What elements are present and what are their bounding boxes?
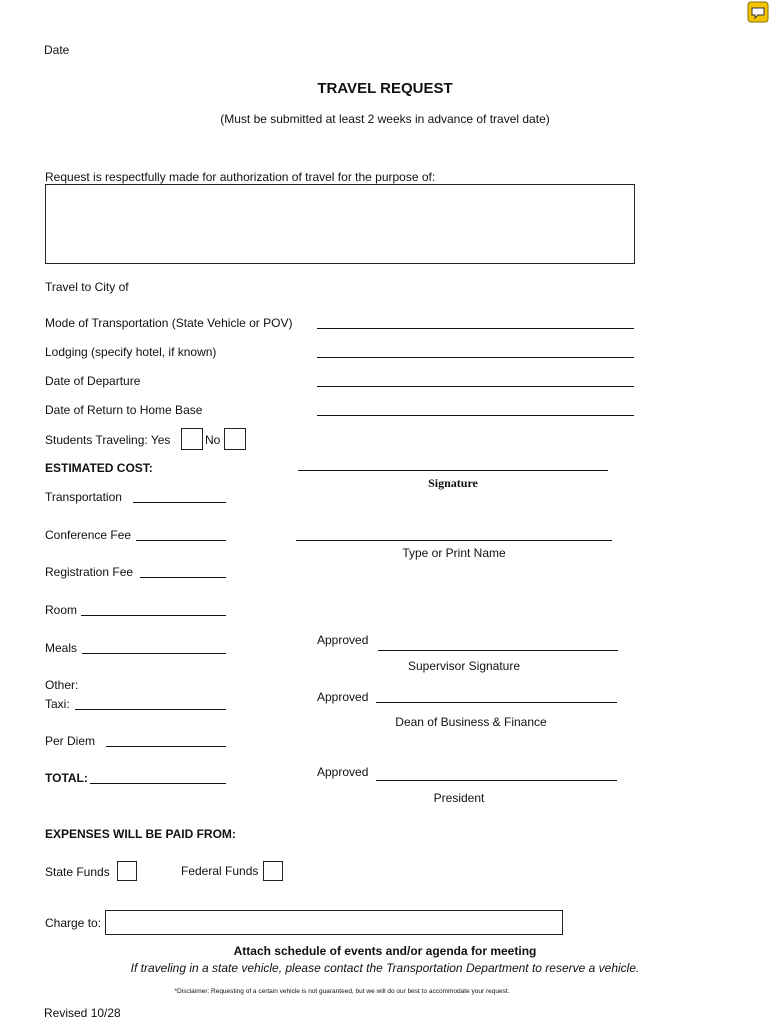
meals-cost-field[interactable] <box>82 653 226 654</box>
transport-mode-field[interactable] <box>317 328 634 329</box>
return-label: Date of Return to Home Base <box>45 403 203 417</box>
registration-fee-field[interactable] <box>140 577 226 578</box>
page-subtitle: (Must be submitted at least 2 weeks in advance of travel date) <box>220 112 550 126</box>
return-field[interactable] <box>317 415 634 416</box>
disclaimer: *Disclaimer: Requesting of a certain vehicle is not guaranteed, but we will do our best to accommodate your request. <box>174 988 510 995</box>
dean-signature-label: Dean of Business & Finance <box>395 715 547 729</box>
revised-label: Revised 10/28 <box>44 1006 121 1020</box>
dean-signature-field[interactable] <box>376 702 617 703</box>
state-funds-label: State Funds <box>45 865 110 879</box>
students-yes-checkbox[interactable] <box>181 428 203 450</box>
vehicle-note: If traveling in a state vehicle, please contact the Transportation Department to reserve a vehicle. <box>130 961 640 975</box>
signature-field[interactable] <box>298 470 608 471</box>
purpose-label: Request is respectfully made for authorization of travel for the purpose of: <box>45 170 436 184</box>
total-cost-field[interactable] <box>90 783 226 784</box>
lodging-label: Lodging (specify hotel, if known) <box>45 345 217 359</box>
taxi-cost-label: Taxi: <box>45 697 70 711</box>
print-name-field[interactable] <box>296 540 612 541</box>
transportation-cost-field[interactable] <box>133 502 226 503</box>
supervisor-approved-label: Approved <box>317 633 369 647</box>
supervisor-signature-label: Supervisor Signature <box>407 659 521 673</box>
dean-approved-label: Approved <box>317 690 369 704</box>
state-funds-checkbox[interactable] <box>117 861 137 881</box>
charge-to-label: Charge to: <box>45 916 102 930</box>
students-yes-label: Students Traveling: Yes <box>45 433 171 447</box>
students-no-checkbox[interactable] <box>224 428 246 450</box>
estimated-cost-heading: ESTIMATED COST: <box>45 461 153 475</box>
conference-fee-label: Conference Fee <box>45 528 132 542</box>
per-diem-field[interactable] <box>106 746 226 747</box>
total-cost-label: TOTAL: <box>45 771 88 785</box>
federal-funds-checkbox[interactable] <box>263 861 283 881</box>
departure-field[interactable] <box>317 386 634 387</box>
federal-funds-label: Federal Funds <box>181 864 259 878</box>
president-signature-field[interactable] <box>376 780 617 781</box>
purpose-textarea[interactable] <box>45 184 635 264</box>
page-title: TRAVEL REQUEST <box>317 80 453 97</box>
students-no-label: No <box>205 433 221 447</box>
taxi-cost-field[interactable] <box>75 709 226 710</box>
signature-label: Signature <box>428 476 478 490</box>
travel-city-label: Travel to City of <box>45 280 129 294</box>
comment-icon[interactable] <box>747 1 769 23</box>
other-cost-label: Other: <box>45 678 79 692</box>
attach-note: Attach schedule of events and/or agenda for meeting <box>233 944 537 958</box>
transport-mode-label: Mode of Transportation (State Vehicle or POV) <box>45 316 293 330</box>
supervisor-signature-field[interactable] <box>378 650 618 651</box>
room-cost-field[interactable] <box>81 615 226 616</box>
per-diem-label: Per Diem <box>45 734 96 748</box>
departure-label: Date of Departure <box>45 374 141 388</box>
lodging-field[interactable] <box>317 357 634 358</box>
room-cost-label: Room <box>45 603 78 617</box>
charge-to-input[interactable] <box>105 910 563 935</box>
president-approved-label: Approved <box>317 765 369 779</box>
print-name-label: Type or Print Name <box>402 546 506 560</box>
registration-fee-label: Registration Fee <box>45 565 134 579</box>
transportation-cost-label: Transportation <box>45 490 122 504</box>
meals-cost-label: Meals <box>45 641 78 655</box>
conference-fee-field[interactable] <box>136 540 226 541</box>
expenses-heading: EXPENSES WILL BE PAID FROM: <box>45 827 236 841</box>
president-signature-label: President <box>433 791 485 805</box>
date-label: Date <box>44 43 70 57</box>
